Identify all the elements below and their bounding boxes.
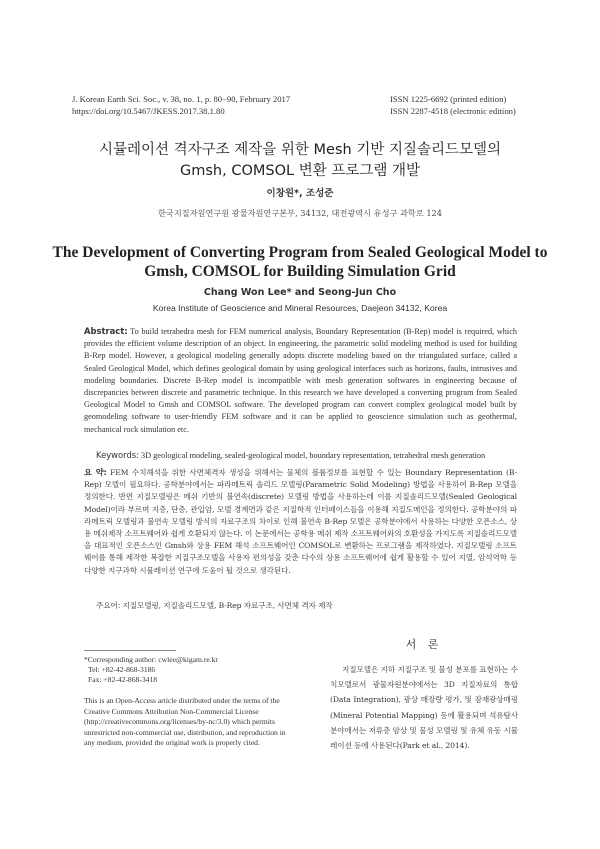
abstract-label: Abstract: [84, 326, 128, 336]
english-affiliation: Korea Institute of Geoscience and Mineral Resources, Daejeon 34132, Korea [152, 303, 448, 313]
korean-abstract [84, 466, 517, 577]
keywords [96, 449, 526, 462]
abstract-text: To build tetrahedra mesh for FEM numerical analysis, Boundary Representation (B-Rep) model is required, which provides the efficient volume description of an object. In engineering, the parametric solid modeling method is used for building B-Rep model. However, a geological modeling generally adopts discrete modeling based on the triangulated surface, called a Sealed Geological Model, which defines geological domain by using geological interfaces such as horizons, faults, intrusives and modeling boundaries. Discrete B-Rep model is incompatible with mesh generation softwares in engineering because of discrepancies between discrete and parametric technique. In this research we have developed a converting program from Sealed Geological Model to Gmsh and COMSOL software. The developed program can convert complex geological model built by geomodeling software to user-friendly FEM software and it can be applied to geoscience simulation such as geothermal, mechanical rock simulation etc. [84, 327, 517, 434]
korean-abstract-text: FEM 수치해석을 위한 사면체격자 생성을 위해서는 물체의 볼륨정보를 표현할 수 있는 Boundary Representation (B-Rep) 모델이 필요하다. 공학분야에서는 파라메트릭 솔리드 모델링(Parametric Solid Modeling) 방법을 사용하여 B-Rep 모델을 정의한다. 반면 지질모델링은 메쉬 기반의 불연속(discrete) 모델링 방법을 사용하는데 이를 지질솔리드모델(Sealed Geological Model)이라 부르며 지층, 단층, 관입암, 모델 경계면과 같은 지질학적 인터페이스들을 이용해 지질도메인을 정의한다. 공학분야의 파라메트릭 모델링과 불연속 모델링 방식의 자료구조의 차이로 인해 불연속 B-Rep 모델은 공학분야에서 사용하는 다양한 오픈소스, 상용 메쉬제작 소프트웨어와 쉽게 호환되지 않는다. 이 논문에서는 공학용 메쉬 제작 소프트웨어와의 호환성을 가지도록 지질솔리드모델을 대표적인 오픈소스인 Gmsh와 상용 FEM 해석 소프트웨어인 COMSOL로 변환하는 프로그램을 제작하였다. 지질모델링 소프트웨어를 통해 제작한 복잡한 지질구조모델을 사용자 편의성을 갖춘 다수의 상용 소프트웨어에 쉽게 활용할 수 있어 지열, 암석역학 등 다양한 지구과학 시뮬레이션 연구에 도움이 될 것으로 생각된다. [84, 468, 517, 575]
issn-electronic: ISSN 2287-4518 (electronic edition) [390, 106, 516, 116]
korean-title-line1: 시뮬레이션 격자구조 제작을 위한 Mesh 기반 지질솔리드모델의 [99, 142, 501, 158]
doi-link[interactable]: https://doi.org/10.5467/JKESS.2017.38.1.80 [72, 106, 225, 116]
korean-abstract-label: 요 약: [84, 467, 107, 477]
english-title-line2: Gmsh, COMSOL for Building Simulation Grid [144, 263, 456, 280]
keywords-text: 3D geological modeling, sealed-geological model, boundary representation, tetrahedral mesh generation [141, 451, 486, 460]
introduction-heading: 서 론 [405, 638, 443, 651]
author-fax: Fax: +82-42-868-3418 [88, 675, 158, 684]
introduction-text: 지질모델은 지하 지질구조 및 물성 분포를 표현하는 수치모델로서 광물자원분야에서는 3D 지질자료의 통합(Data Integration), 광상 매장량 평가, 및 잠재광상매핑(Mineral Potential Mapping) 등에 활용되며 석유탐사분야에서는 저류층 암상 및 물성 모델링 및 유체 유동 시뮬레이션 등에 사용된다(Park et al., 2014). [330, 665, 518, 751]
english-authors: Chang Won Lee* and Seong-Jun Cho [203, 287, 397, 298]
license-notice: This is an Open-Access article distributed under the terms of the Creative Commons Attribution Non-Commercial License (http://creativecommons.org/licenses/by-nc/3.0) which permits unrestricted non-commercial use, distribution, and reproduction in any medium, provided the original work is properly cited. [84, 696, 286, 747]
english-title-line1: The Development of Converting Program from Sealed Geological Model to [52, 244, 548, 261]
abstract [84, 325, 517, 436]
corresponding-author: *Corresponding author: cwlee@kigam.re.kr [84, 655, 218, 664]
korean-affiliation: 한국지질자원연구원 광물자원연구본부, 34132, 대전광역시 유성구 과학로 124 [158, 208, 442, 218]
issn-print: ISSN 1225-6692 (printed edition) [390, 94, 507, 104]
korean-keywords-text: 지질모델링, 지질솔리드모델, B-Rep 자료구조, 사면체 격자 제작 [122, 601, 333, 610]
footnote-rule [84, 650, 176, 651]
korean-title-line2: Gmsh, COMSOL 변환 프로그램 개발 [180, 163, 420, 179]
korean-keywords [96, 600, 526, 612]
keywords-label: Keywords: [96, 450, 139, 460]
author-tel: Tel: +82-42-868-3186 [88, 665, 156, 674]
korean-keywords-label: 주요어: [96, 601, 121, 610]
korean-authors: 이창원*, 조성준 [266, 188, 334, 199]
journal-citation: J. Korean Earth Sci. Soc., v. 38, no. 1, p. 80−90, February 2017 [72, 94, 291, 104]
